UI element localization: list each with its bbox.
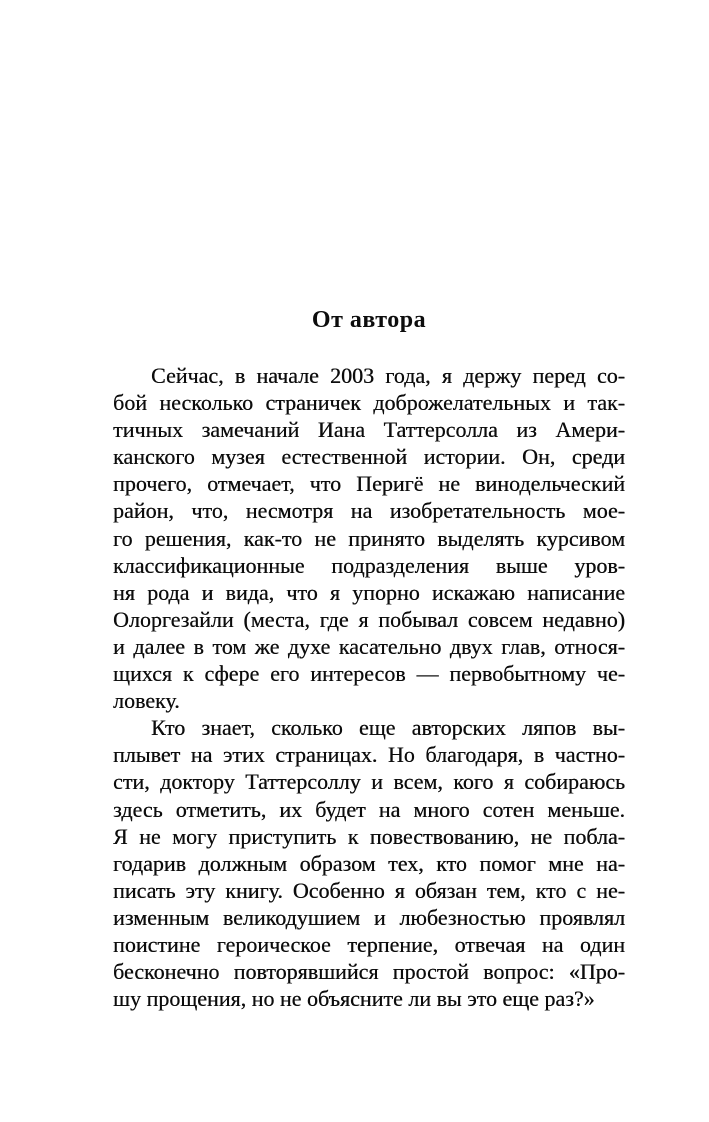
paragraph — [113, 362, 625, 714]
page-body — [113, 362, 625, 1012]
text-line: Кто знает, сколько еще авторских ляпов вы- — [151, 715, 625, 741]
text-line: прочего, отмечает, что Перигё не винодельческий — [113, 471, 625, 497]
text-line: здесь отметить, их будет на много сотен меньше. — [113, 796, 625, 822]
text-line: Олоргезайли (места, где я побывал совсем недавно) — [113, 606, 625, 632]
text-line: изменным великодушием и любезностью проявлял — [113, 904, 625, 930]
text-line: и далее в том же духе касательно двух глав, относя- — [113, 633, 625, 659]
text-line: канского музея естественной истории. Он, среди — [113, 444, 625, 470]
text-line: Я не могу приступить к повествованию, не побла- — [113, 823, 625, 849]
text-line: бесконечно повторявшийся простой вопрос: «Про- — [113, 959, 625, 985]
text-line: Сейчас, в начале 2003 года, я держу перед со- — [151, 363, 625, 388]
paragraph — [113, 714, 625, 1012]
text-line: шу прощения, но не объясните ли вы это еще раз?» — [113, 986, 595, 1012]
text-line: годарив должным образом тех, кто помог мне на- — [113, 850, 625, 876]
text-line: плывет на этих страницах. Но благодаря, в частно- — [113, 742, 625, 768]
text-line: район, что, несмотря на изобретательность мое- — [113, 498, 625, 524]
text-line: классификационные подразделения выше уров- — [113, 552, 625, 578]
text-line: бой несколько страничек доброжелательных и так- — [113, 390, 625, 416]
text-line: поистине героическое терпение, отвечая на один — [113, 931, 625, 957]
text-line: ня рода и вида, что я упорно искажаю написание — [113, 579, 625, 605]
text-line: сти, доктору Таттерсоллу и всем, кого я собираюсь — [113, 769, 625, 795]
text-line: тичных замечаний Иана Таттерсолла из Амери- — [113, 417, 625, 443]
text-line: писать эту книгу. Особенно я обязан тем, кто с не- — [113, 877, 625, 903]
text-line: щихся к сфере его интересов — первобытному че- — [113, 661, 625, 687]
text-line: ловеку. — [113, 688, 180, 714]
page-title: От автора — [311, 307, 427, 333]
text-line: го решения, как-то не принято выделять курсивом — [113, 525, 625, 551]
text-column — [113, 307, 625, 1012]
